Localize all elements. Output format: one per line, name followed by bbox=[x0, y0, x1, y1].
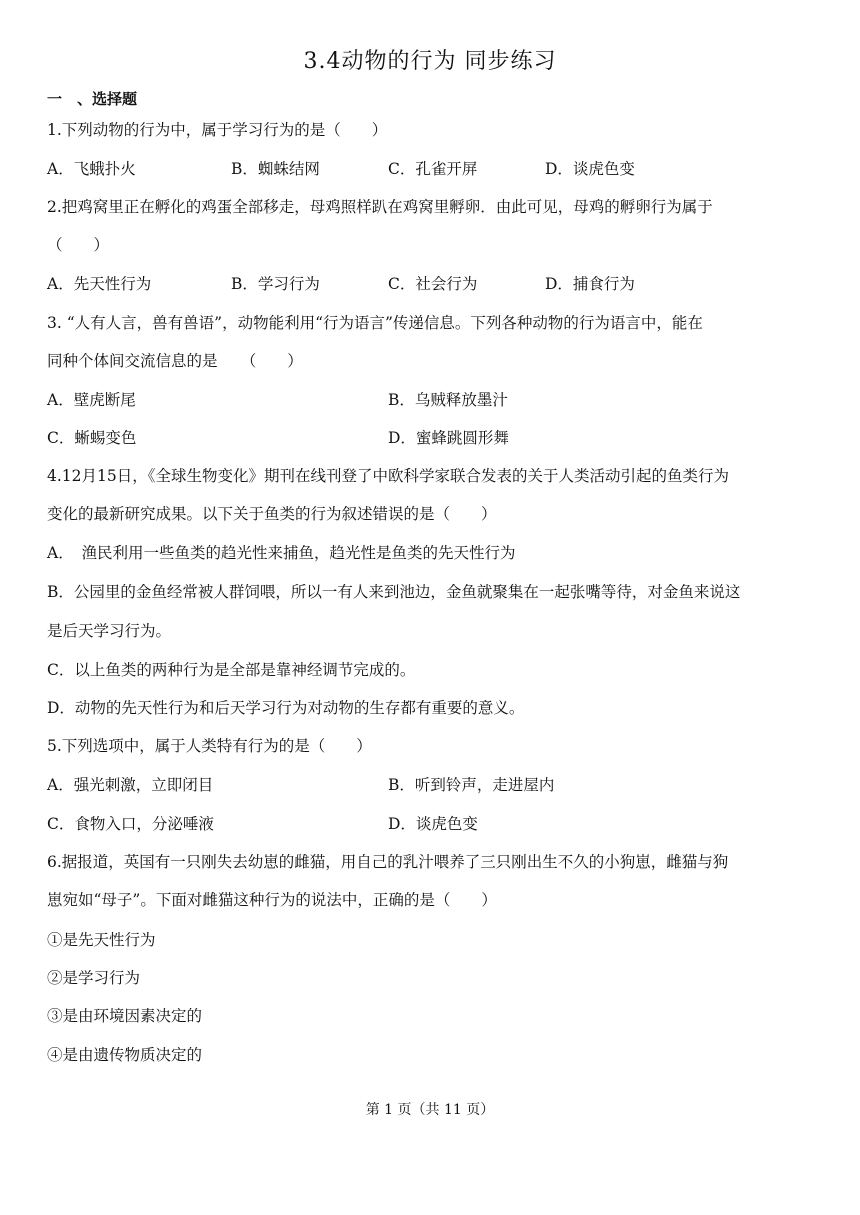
question-1-option-c: C．孔雀开屏 bbox=[388, 160, 478, 178]
question-6-item-2: ②是学习行为 bbox=[47, 969, 141, 987]
question-3-option-a: A．壁虎断尾 bbox=[47, 391, 136, 409]
question-2-option-c: C．社会行为 bbox=[388, 275, 478, 293]
question-6-item-1: ①是先天性行为 bbox=[47, 931, 156, 949]
question-4-option-b-line1: B．公园里的金鱼经常被人群饲喂，所以一有人来到池边，金鱼就聚集在一起张嘴等待，对金鱼来说这 bbox=[47, 583, 741, 601]
question-4-option-d: D．动物的先天性行为和后天学习行为对动物的生存都有重要的意义。 bbox=[47, 699, 525, 717]
question-2-option-d: D．捕食行为 bbox=[545, 275, 635, 293]
question-5-option-a: A．强光刺激，立即闭目 bbox=[47, 776, 214, 794]
question-5-option-d: D．谈虎色变 bbox=[388, 815, 478, 833]
question-3-stem-line1: 3. “人有人言，兽有兽语”，动物能利用“行为语言”传递信息。下列各种动物的行为语言中，能在 bbox=[47, 314, 703, 332]
question-4-option-b-line2: 是后天学习行为。 bbox=[47, 622, 172, 640]
question-5-option-c: C．食物入口，分泌唾液 bbox=[47, 815, 214, 833]
question-3-option-c: C．蜥蜴变色 bbox=[47, 429, 137, 447]
page-footer: 第 1 页（共 11 页） bbox=[365, 1102, 495, 1118]
question-4-stem-line1: 4.12月15日，《全球生物变化》期刊在线刊登了中欧科学家联合发表的关于人类活动引起的鱼类行为 bbox=[47, 467, 729, 485]
question-6-item-4: ④是由遗传物质决定的 bbox=[47, 1046, 203, 1064]
question-4-option-a: A． 渔民利用一些鱼类的趋光性来捕鱼，趋光性是鱼类的先天性行为 bbox=[47, 544, 516, 562]
question-6-stem-line1: 6.据报道，英国有一只刚失去幼崽的雌猫，用自己的乳汁喂养了三只刚出生不久的小狗崽，雌猫与狗 bbox=[47, 853, 729, 871]
question-2-option-b: B．学习行为 bbox=[231, 275, 320, 293]
question-3-option-b: B．乌贼释放墨汁 bbox=[388, 391, 508, 409]
question-6-stem-line2: 崽宛如“母子”。下面对雌猫这种行为的说法中，正确的是（ ） bbox=[47, 891, 497, 909]
question-4-stem-line2: 变化的最新研究成果。以下关于鱼类的行为叙述错误的是（ ） bbox=[47, 505, 497, 523]
question-6-item-3: ③是由环境因素决定的 bbox=[47, 1007, 203, 1025]
question-2-stem-line2: （ ） bbox=[47, 236, 110, 254]
question-2-stem-line1: 2.把鸡窝里正在孵化的鸡蛋全部移走，母鸡照样趴在鸡窝里孵卵．由此可见，母鸡的孵卵行为属于 bbox=[47, 198, 713, 216]
question-3-option-d: D．蜜蜂跳圆形舞 bbox=[388, 429, 509, 447]
page-title: 3.4动物的行为 同步练习 bbox=[303, 49, 557, 74]
question-3-stem-line2: 同种个体间交流信息的是 （ ） bbox=[47, 352, 303, 370]
question-1-option-a: A．飞蛾扑火 bbox=[47, 160, 136, 178]
question-4-option-c: C．以上鱼类的两种行为是全部是靠神经调节完成的。 bbox=[47, 661, 416, 679]
section-heading: 一 、选择题 bbox=[47, 90, 138, 108]
question-1-option-b: B．蜘蛛结网 bbox=[231, 160, 320, 178]
question-2-option-a: A．先天性行为 bbox=[47, 275, 152, 293]
question-5-option-b: B．听到铃声，走进屋内 bbox=[388, 776, 555, 794]
question-1-option-d: D．谈虎色变 bbox=[545, 160, 635, 178]
question-5-stem: 5.下列选项中，属于人类特有行为的是（ ） bbox=[47, 737, 372, 755]
question-1-stem: 1.下列动物的行为中，属于学习行为的是（ ） bbox=[47, 121, 388, 139]
